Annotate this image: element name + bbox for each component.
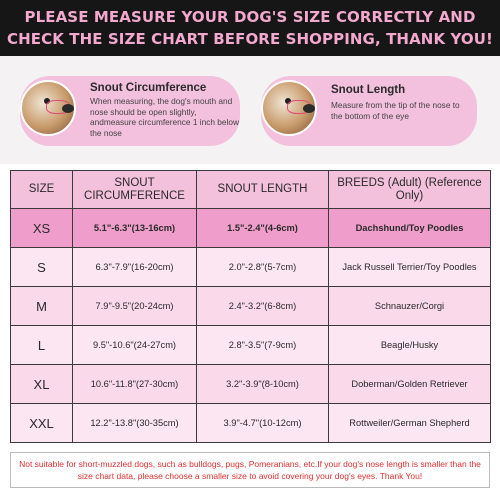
snout-length-title: Snout Length xyxy=(331,84,406,96)
dog-photo-circumference xyxy=(20,80,76,136)
dog-nose xyxy=(303,104,315,113)
banner-line-2: CHECK THE SIZE CHART BEFORE SHOPPING, THANK YOU! xyxy=(6,30,493,48)
dog-nose xyxy=(62,104,74,113)
length-cell: 3.2"-3.9"(8-10cm) xyxy=(197,365,329,404)
breeds-cell: Jack Russell Terrier/Toy Poodles xyxy=(329,248,491,287)
header-breeds: BREEDS (Adult) (Reference Only) xyxy=(329,171,491,209)
header-length: SNOUT LENGTH xyxy=(197,171,329,209)
circumference-cell: 12.2"-13.8"(30-35cm) xyxy=(73,404,197,443)
circumference-cell: 10.6"-11.8"(27-30cm) xyxy=(73,365,197,404)
size-cell: S xyxy=(11,248,73,287)
circumference-cell: 5.1"-6.3"(13-16cm) xyxy=(73,209,197,248)
size-cell: M xyxy=(11,287,73,326)
banner-line-1: PLEASE MEASURE YOUR DOG'S SIZE CORRECTLY AND xyxy=(24,8,476,26)
header-size: SIZE xyxy=(11,171,73,209)
table-row xyxy=(11,365,491,404)
table-header-row xyxy=(11,171,491,209)
length-cell: 2.0"-2.8"(5-7cm) xyxy=(197,248,329,287)
size-chart-table xyxy=(10,170,491,443)
circumference-cell: 9.5"-10.6"(24-27cm) xyxy=(73,326,197,365)
table-row xyxy=(11,248,491,287)
circumference-cell: 7.9"-9.5"(20-24cm) xyxy=(73,287,197,326)
header-circumference: SNOUT CIRCUMFERENCE xyxy=(73,171,197,209)
snout-length-text: Measure from the tip of the nose to the bottom of the eye xyxy=(331,100,460,121)
snout-circumference-text: When measuring, the dog's mouth and nose should be open slightly, andmeasure circumference 1 inch below the nose xyxy=(90,96,239,138)
breeds-cell: Dachshund/Toy Poodles xyxy=(329,209,491,248)
size-cell: XS xyxy=(11,209,73,248)
breeds-cell: Schnauzer/Corgi xyxy=(329,287,491,326)
table-row xyxy=(11,326,491,365)
disclaimer-note: Not suitable for short-muzzled dogs, such as bulldogs, pugs, Pomeranians, etc.If your dog's nose length is smaller than the size chart data, please choose a smaller size to avoid covering your dog's eyes. Thank You! xyxy=(10,452,490,488)
dog-photo-length xyxy=(261,80,317,136)
size-cell: XL xyxy=(11,365,73,404)
top-banner xyxy=(0,0,500,56)
breeds-cell: Beagle/Husky xyxy=(329,326,491,365)
breeds-cell: Doberman/Golden Retriever xyxy=(329,365,491,404)
table-row xyxy=(11,287,491,326)
length-cell: 1.5"-2.4"(4-6cm) xyxy=(197,209,329,248)
table-row xyxy=(11,209,491,248)
length-cell: 3.9"-4.7"(10-12cm) xyxy=(197,404,329,443)
size-cell: L xyxy=(11,326,73,365)
table-row xyxy=(11,404,491,443)
circumference-cell: 6.3"-7.9"(16-20cm) xyxy=(73,248,197,287)
length-cell: 2.4"-3.2"(6-8cm) xyxy=(197,287,329,326)
size-cell: XXL xyxy=(11,404,73,443)
breeds-cell: Rottweiler/German Shepherd xyxy=(329,404,491,443)
snout-circumference-title: Snout Circumference xyxy=(90,82,207,94)
length-cell: 2.8"-3.5"(7-9cm) xyxy=(197,326,329,365)
